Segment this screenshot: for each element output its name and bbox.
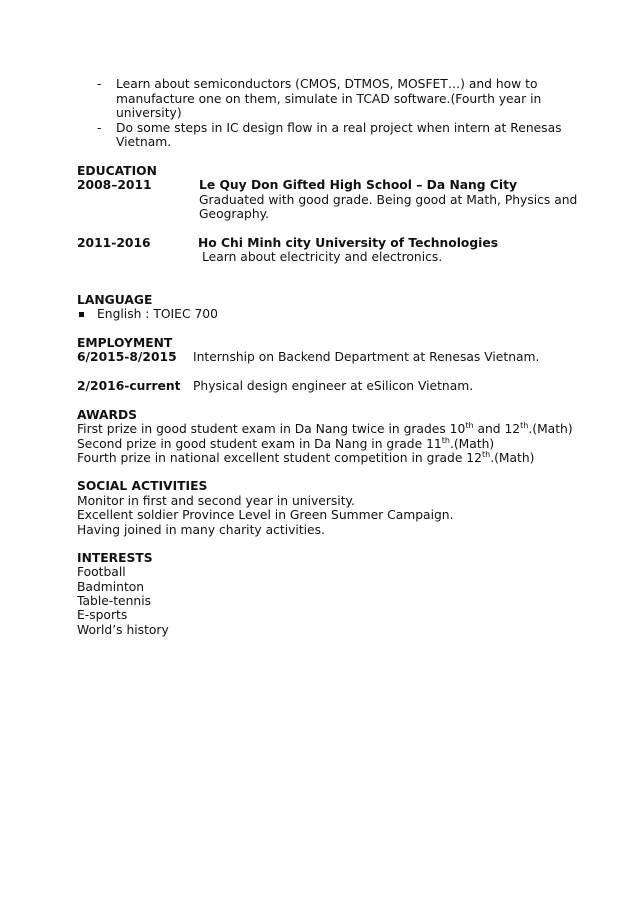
education-detail: Graduated with good grade. Being good at Math, Physics and: [199, 193, 578, 207]
award-item: Second prize in good student exam in Da Nang in grade 11th.(Math): [77, 436, 495, 451]
interest-item: E-sports: [77, 608, 128, 622]
education-school: Ho Chi Minh city University of Technologies: [198, 236, 499, 250]
education-years: 2008–2011: [77, 178, 152, 192]
language-item: English : TOIEC 700: [97, 307, 218, 321]
employment-role: Internship on Backend Department at Renesas Vietnam.: [193, 350, 540, 364]
bullet-line: manufacture one on them, simulate in TCAD software.(Fourth year in: [116, 92, 542, 106]
employment-period: 6/2015-8/2015: [77, 350, 177, 364]
section-heading-social: SOCIAL ACTIVITIES: [77, 479, 208, 493]
social-line: Monitor in first and second year in university.: [77, 494, 355, 508]
award-item: First prize in good student exam in Da Nang twice in grades 10th and 12th.(Math): [77, 421, 573, 436]
social-line: Having joined in many charity activities.: [77, 523, 325, 537]
interest-item: World’s history: [77, 623, 169, 637]
bullet-line: university): [116, 106, 182, 120]
section-heading-interests: INTERESTS: [77, 551, 153, 565]
award-item: Fourth prize in national excellent student competition in grade 12th.(Math): [77, 450, 535, 465]
bullet-line: Do some steps in IC design flow in a real project when intern at Renesas: [116, 121, 562, 135]
education-school: Le Quy Don Gifted High School – Da Nang City: [199, 178, 518, 192]
section-heading-employment: EMPLOYMENT: [77, 336, 173, 350]
bullet-dash: -: [97, 77, 102, 91]
interest-item: Table-tennis: [77, 594, 152, 608]
education-detail: Geography.: [199, 207, 270, 221]
education-detail: Learn about electricity and electronics.: [202, 250, 443, 264]
bullet-line: Learn about semiconductors (CMOS, DTMOS, MOSFET…) and how to: [116, 77, 538, 91]
interest-item: Badminton: [77, 580, 145, 594]
section-heading-awards: AWARDS: [77, 408, 138, 422]
employment-period: 2/2016-current: [77, 379, 181, 393]
bullet-line: Vietnam.: [116, 135, 172, 149]
section-heading-education: EDUCATION: [77, 164, 157, 178]
employment-role: Physical design engineer at eSilicon Vietnam.: [193, 379, 474, 393]
section-heading-language: LANGUAGE: [77, 293, 153, 307]
interest-item: Football: [77, 565, 126, 579]
square-bullet-icon: [79, 312, 84, 317]
education-years: 2011-2016: [77, 236, 151, 250]
bullet-dash: -: [97, 121, 102, 135]
social-line: Excellent soldier Province Level in Green Summer Campaign.: [77, 508, 454, 522]
